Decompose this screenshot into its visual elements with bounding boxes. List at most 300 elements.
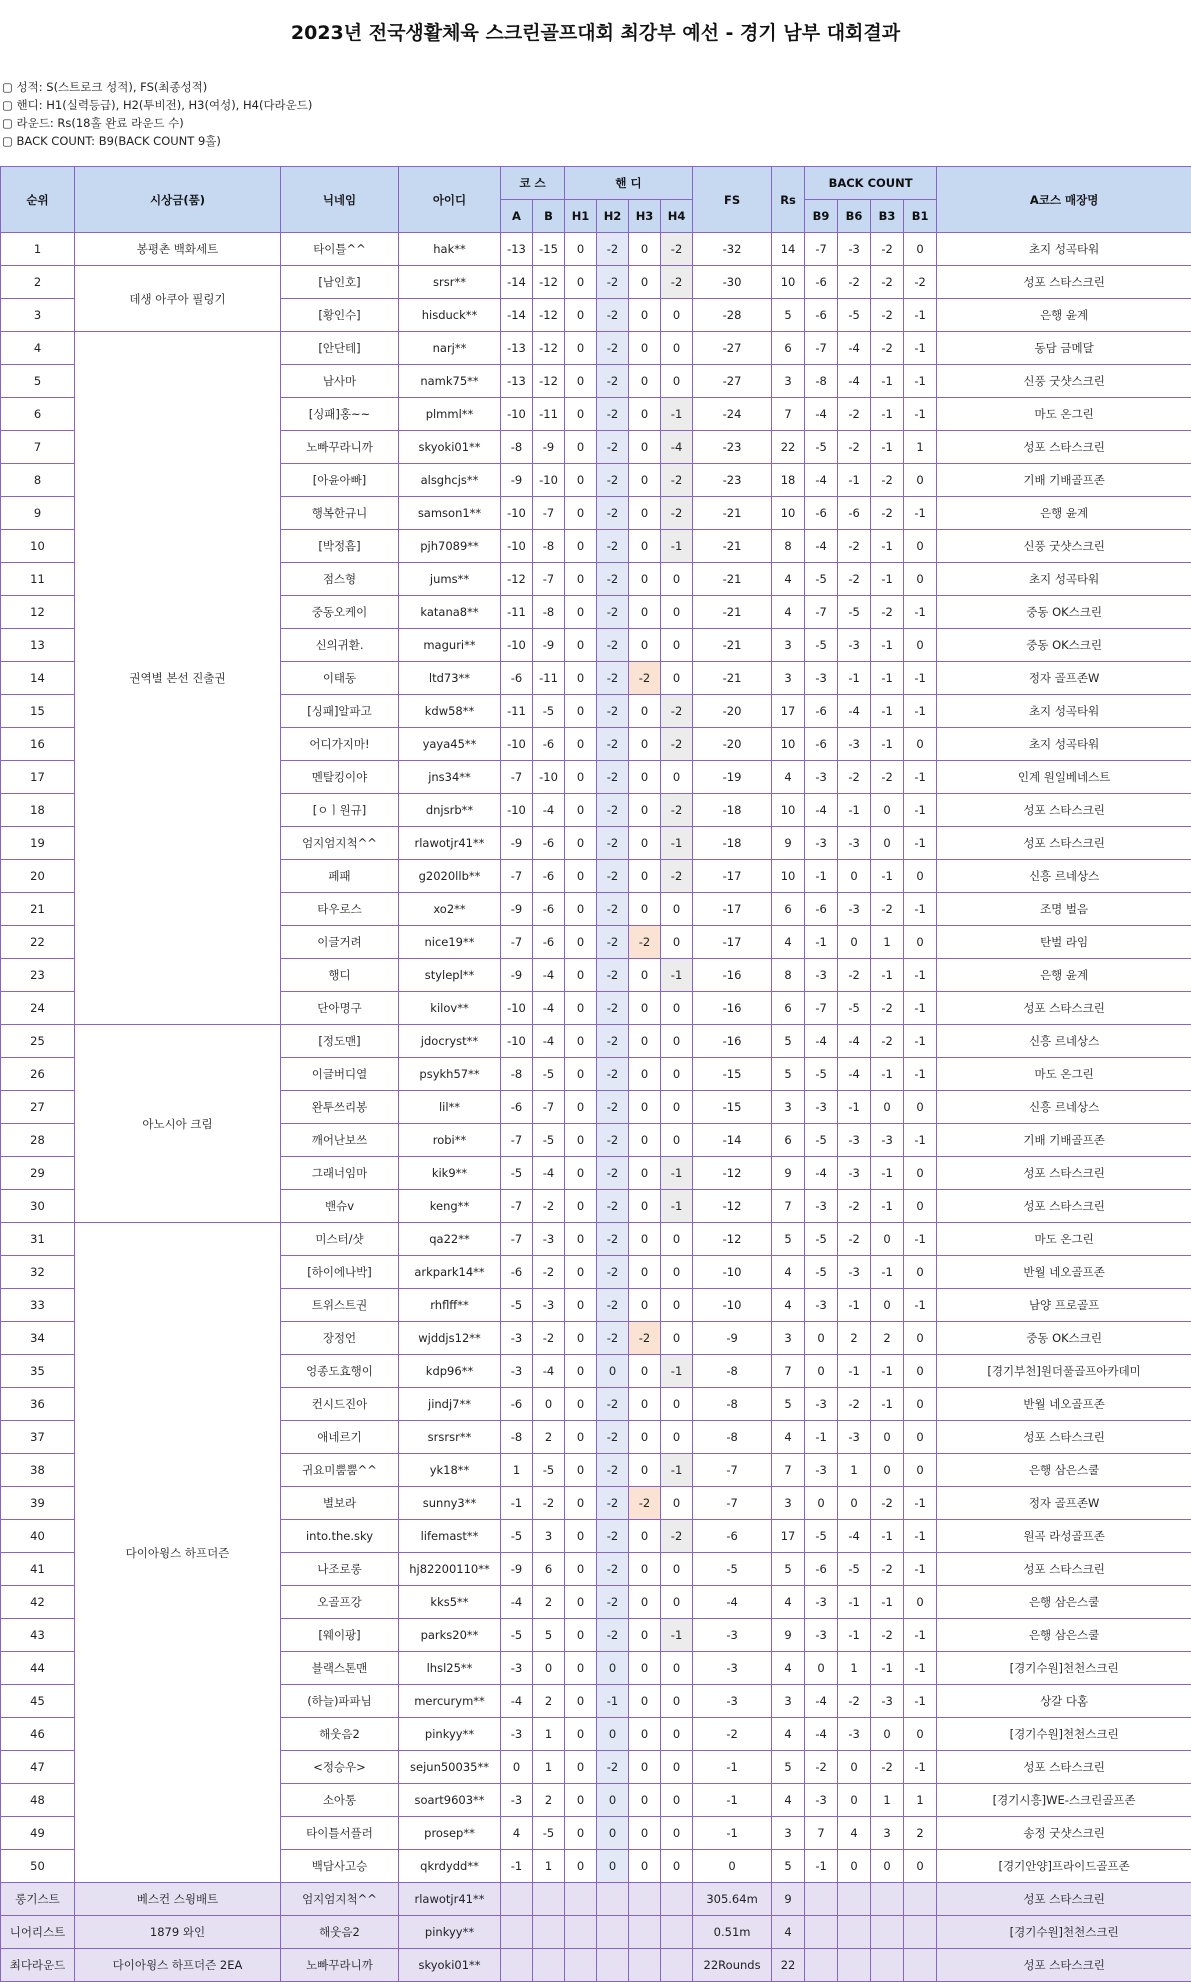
h2-cell: -2 bbox=[597, 1421, 629, 1454]
b6-cell: -3 bbox=[838, 629, 871, 662]
nickname-cell: 완투쓰리봉 bbox=[281, 1091, 399, 1124]
special-award-row bbox=[1, 1883, 1191, 1916]
h3-cell: 0 bbox=[629, 1751, 661, 1784]
course-a-cell: -11 bbox=[501, 695, 533, 728]
nickname-cell: [안단테] bbox=[281, 332, 399, 365]
id-cell: nice19** bbox=[399, 926, 501, 959]
h1-cell: 0 bbox=[565, 299, 597, 332]
store-cell: 신흥 르네상스 bbox=[937, 860, 1191, 893]
b6-cell: -2 bbox=[838, 1388, 871, 1421]
b3-cell: -2 bbox=[871, 1751, 904, 1784]
h3-cell: -2 bbox=[629, 1322, 661, 1355]
header-rs: Rs bbox=[772, 167, 805, 233]
b1-cell: 0 bbox=[904, 530, 937, 563]
h2-cell: 0 bbox=[597, 1817, 629, 1850]
empty-cell bbox=[565, 1949, 597, 1982]
h3-cell: 0 bbox=[629, 1256, 661, 1289]
id-cell: skyoki01** bbox=[399, 1949, 501, 1982]
b9-cell: -3 bbox=[805, 827, 838, 860]
prize-cell: 아노시아 크림 bbox=[75, 1025, 281, 1223]
empty-cell bbox=[597, 1916, 629, 1949]
nickname-cell: 신의귀환. bbox=[281, 629, 399, 662]
rank-cell: 7 bbox=[1, 431, 75, 464]
b6-cell: 0 bbox=[838, 860, 871, 893]
h1-cell: 0 bbox=[565, 1124, 597, 1157]
h2-cell: -2 bbox=[597, 431, 629, 464]
b3-cell: 0 bbox=[871, 827, 904, 860]
nickname-cell: 중동오케이 bbox=[281, 596, 399, 629]
h4-cell: -2 bbox=[661, 695, 693, 728]
fs-cell: 0 bbox=[693, 1850, 772, 1883]
prize-cell: 권역별 본선 진출권 bbox=[75, 332, 281, 1025]
id-cell: xo2** bbox=[399, 893, 501, 926]
fs-cell: -3 bbox=[693, 1652, 772, 1685]
rank-cell: 46 bbox=[1, 1718, 75, 1751]
b1-cell: -1 bbox=[904, 1487, 937, 1520]
rank-cell: 33 bbox=[1, 1289, 75, 1322]
b1-cell: 0 bbox=[904, 1355, 937, 1388]
b3-cell: -1 bbox=[871, 1520, 904, 1553]
b3-cell: -1 bbox=[871, 629, 904, 662]
store-cell: 조명 벌음 bbox=[937, 893, 1191, 926]
h1-cell: 0 bbox=[565, 1190, 597, 1223]
b6-cell: -3 bbox=[838, 728, 871, 761]
rs-cell: 5 bbox=[772, 1850, 805, 1883]
prize-cell: 봉평촌 백화세트 bbox=[75, 233, 281, 266]
h1-cell: 0 bbox=[565, 1553, 597, 1586]
h2-cell: 0 bbox=[597, 1784, 629, 1817]
h3-cell: 0 bbox=[629, 695, 661, 728]
b3-cell: -2 bbox=[871, 464, 904, 497]
h2-cell: 0 bbox=[597, 1718, 629, 1751]
course-a-cell: -9 bbox=[501, 464, 533, 497]
rs-cell: 6 bbox=[772, 893, 805, 926]
b9-cell: -4 bbox=[805, 530, 838, 563]
store-cell: 성포 스타스크린 bbox=[937, 1421, 1191, 1454]
rs-cell: 5 bbox=[772, 1223, 805, 1256]
h1-cell: 0 bbox=[565, 794, 597, 827]
nickname-cell: 노빠꾸라니까 bbox=[281, 431, 399, 464]
fs-cell: -6 bbox=[693, 1520, 772, 1553]
nickname-cell: <정승우> bbox=[281, 1751, 399, 1784]
rank-cell: 18 bbox=[1, 794, 75, 827]
rs-cell: 10 bbox=[772, 794, 805, 827]
course-b-cell: -12 bbox=[533, 332, 565, 365]
id-cell: yk18** bbox=[399, 1454, 501, 1487]
fs-cell: -19 bbox=[693, 761, 772, 794]
b1-cell: 0 bbox=[904, 1157, 937, 1190]
h4-cell: 0 bbox=[661, 1223, 693, 1256]
results-table bbox=[0, 166, 1191, 1982]
fs-cell: -9 bbox=[693, 1322, 772, 1355]
rank-cell: 1 bbox=[1, 233, 75, 266]
b9-cell: -3 bbox=[805, 761, 838, 794]
id-cell: stylepl** bbox=[399, 959, 501, 992]
course-a-cell: -10 bbox=[501, 629, 533, 662]
b6-cell: 0 bbox=[838, 1751, 871, 1784]
id-cell: pjh7089** bbox=[399, 530, 501, 563]
store-cell: 신흥 르네상스 bbox=[937, 1025, 1191, 1058]
b1-cell: -1 bbox=[904, 1685, 937, 1718]
b9-cell: -3 bbox=[805, 1091, 838, 1124]
rs-cell: 4 bbox=[772, 563, 805, 596]
h1-cell: 0 bbox=[565, 1223, 597, 1256]
course-b-cell: 6 bbox=[533, 1553, 565, 1586]
h4-cell: -1 bbox=[661, 398, 693, 431]
fs-cell: -7 bbox=[693, 1487, 772, 1520]
b1-cell: -1 bbox=[904, 1652, 937, 1685]
id-cell: soart9603** bbox=[399, 1784, 501, 1817]
store-cell: 원곡 라성골프존 bbox=[937, 1520, 1191, 1553]
h1-cell: 0 bbox=[565, 1322, 597, 1355]
h2-cell: -2 bbox=[597, 728, 629, 761]
h2-cell: -2 bbox=[597, 563, 629, 596]
rank-cell: 11 bbox=[1, 563, 75, 596]
b6-cell: -3 bbox=[838, 233, 871, 266]
b9-cell: -4 bbox=[805, 1685, 838, 1718]
empty-cell bbox=[533, 1916, 565, 1949]
h3-cell: -2 bbox=[629, 662, 661, 695]
nickname-cell: [ㅇㅣ원규] bbox=[281, 794, 399, 827]
b6-cell: -2 bbox=[838, 431, 871, 464]
b3-cell: 2 bbox=[871, 1322, 904, 1355]
nickname-cell: 타이틀서플러 bbox=[281, 1817, 399, 1850]
id-cell: yaya45** bbox=[399, 728, 501, 761]
b6-cell: 0 bbox=[838, 926, 871, 959]
prize-cell: 베스컨 스윙배트 bbox=[75, 1883, 281, 1916]
b6-cell: 1 bbox=[838, 1652, 871, 1685]
b3-cell: -1 bbox=[871, 398, 904, 431]
h2-cell: -2 bbox=[597, 761, 629, 794]
nickname-cell: 컨시드진아 bbox=[281, 1388, 399, 1421]
course-b-cell: -2 bbox=[533, 1322, 565, 1355]
h3-cell: 0 bbox=[629, 1190, 661, 1223]
b6-cell: -2 bbox=[838, 1223, 871, 1256]
id-cell: hak** bbox=[399, 233, 501, 266]
h1-cell: 0 bbox=[565, 893, 597, 926]
b6-cell: -4 bbox=[838, 695, 871, 728]
id-cell: srsrsr** bbox=[399, 1421, 501, 1454]
h1-cell: 0 bbox=[565, 1421, 597, 1454]
rs-cell: 22 bbox=[772, 431, 805, 464]
b1-cell: -1 bbox=[904, 1025, 937, 1058]
h4-cell: -2 bbox=[661, 233, 693, 266]
b6-cell: -5 bbox=[838, 596, 871, 629]
course-b-cell: -6 bbox=[533, 827, 565, 860]
h2-cell: -2 bbox=[597, 893, 629, 926]
h4-cell: 0 bbox=[661, 1256, 693, 1289]
fs-cell: -10 bbox=[693, 1289, 772, 1322]
rank-cell: 22 bbox=[1, 926, 75, 959]
id-cell: samson1** bbox=[399, 497, 501, 530]
h4-cell: 0 bbox=[661, 1124, 693, 1157]
id-cell: skyoki01** bbox=[399, 431, 501, 464]
rs-cell: 10 bbox=[772, 728, 805, 761]
h3-cell: 0 bbox=[629, 497, 661, 530]
header-b3: B3 bbox=[871, 200, 904, 233]
b3-cell: 1 bbox=[871, 926, 904, 959]
course-a-cell: -10 bbox=[501, 992, 533, 1025]
id-cell: kilov** bbox=[399, 992, 501, 1025]
table-row bbox=[1, 233, 1191, 266]
b6-cell: -2 bbox=[838, 563, 871, 596]
store-cell: 중동 OK스크린 bbox=[937, 629, 1191, 662]
b3-cell: -1 bbox=[871, 1388, 904, 1421]
rs-cell: 3 bbox=[772, 1685, 805, 1718]
rs-cell: 5 bbox=[772, 1751, 805, 1784]
empty-cell bbox=[501, 1883, 533, 1916]
h1-cell: 0 bbox=[565, 1850, 597, 1883]
h1-cell: 0 bbox=[565, 1157, 597, 1190]
course-a-cell: -3 bbox=[501, 1784, 533, 1817]
b6-cell: -1 bbox=[838, 1586, 871, 1619]
fs-cell: -15 bbox=[693, 1091, 772, 1124]
nickname-cell: [싱패]홍~~ bbox=[281, 398, 399, 431]
table-row bbox=[1, 332, 1191, 365]
b3-cell: -2 bbox=[871, 1025, 904, 1058]
b6-cell: 4 bbox=[838, 1817, 871, 1850]
h4-cell: -2 bbox=[661, 464, 693, 497]
b9-cell: -6 bbox=[805, 299, 838, 332]
b3-cell: 0 bbox=[871, 1223, 904, 1256]
nickname-cell: [웨이팡] bbox=[281, 1619, 399, 1652]
header-a: A bbox=[501, 200, 533, 233]
rs-cell: 17 bbox=[772, 1520, 805, 1553]
b3-cell: -1 bbox=[871, 530, 904, 563]
rs-cell: 9 bbox=[772, 827, 805, 860]
h2-cell: -2 bbox=[597, 464, 629, 497]
b9-cell: -3 bbox=[805, 1388, 838, 1421]
b9-cell: -3 bbox=[805, 662, 838, 695]
h4-cell: -1 bbox=[661, 959, 693, 992]
course-b-cell: -4 bbox=[533, 959, 565, 992]
b3-cell: -2 bbox=[871, 761, 904, 794]
id-cell: lifemast** bbox=[399, 1520, 501, 1553]
b6-cell: -4 bbox=[838, 1058, 871, 1091]
b9-cell: -1 bbox=[805, 926, 838, 959]
id-cell: mercurym** bbox=[399, 1685, 501, 1718]
h3-cell: 0 bbox=[629, 959, 661, 992]
fs-cell: -21 bbox=[693, 497, 772, 530]
course-b-cell: -4 bbox=[533, 1025, 565, 1058]
nickname-cell: 행디 bbox=[281, 959, 399, 992]
rank-cell: 23 bbox=[1, 959, 75, 992]
header-prize: 시상금(품) bbox=[75, 167, 281, 233]
course-b-cell: -11 bbox=[533, 662, 565, 695]
b3-cell: -1 bbox=[871, 860, 904, 893]
id-cell: lil** bbox=[399, 1091, 501, 1124]
b3-cell: -3 bbox=[871, 1124, 904, 1157]
h1-cell: 0 bbox=[565, 1025, 597, 1058]
b1-cell: -1 bbox=[904, 365, 937, 398]
h1-cell: 0 bbox=[565, 662, 597, 695]
rank-cell: 20 bbox=[1, 860, 75, 893]
fs-cell: -12 bbox=[693, 1157, 772, 1190]
course-b-cell: -3 bbox=[533, 1289, 565, 1322]
course-b-cell: -6 bbox=[533, 728, 565, 761]
course-a-cell: -13 bbox=[501, 332, 533, 365]
nickname-cell: 해웃음2 bbox=[281, 1916, 399, 1949]
h1-cell: 0 bbox=[565, 332, 597, 365]
b1-cell: -1 bbox=[904, 794, 937, 827]
store-cell: 남양 프로골프 bbox=[937, 1289, 1191, 1322]
id-cell: kdw58** bbox=[399, 695, 501, 728]
rs-cell: 3 bbox=[772, 1091, 805, 1124]
fs-cell: -18 bbox=[693, 827, 772, 860]
course-b-cell: 3 bbox=[533, 1520, 565, 1553]
b3-cell: -1 bbox=[871, 1256, 904, 1289]
h4-cell: 0 bbox=[661, 365, 693, 398]
course-a-cell: -9 bbox=[501, 1553, 533, 1586]
header-h4: H4 bbox=[661, 200, 693, 233]
fs-cell: -23 bbox=[693, 431, 772, 464]
b9-cell: -3 bbox=[805, 1454, 838, 1487]
b6-cell: -4 bbox=[838, 332, 871, 365]
store-cell: 신흥 르네상스 bbox=[937, 1091, 1191, 1124]
store-cell: 반월 네오골프존 bbox=[937, 1388, 1191, 1421]
store-cell: 성포 스타스크린 bbox=[937, 431, 1191, 464]
h3-cell: 0 bbox=[629, 1421, 661, 1454]
b9-cell: -6 bbox=[805, 266, 838, 299]
course-a-cell: -8 bbox=[501, 431, 533, 464]
course-a-cell: -10 bbox=[501, 1025, 533, 1058]
empty-cell bbox=[597, 1883, 629, 1916]
rs-cell: 3 bbox=[772, 1817, 805, 1850]
h2-cell: -2 bbox=[597, 299, 629, 332]
course-b-cell: -7 bbox=[533, 563, 565, 596]
b3-cell: -2 bbox=[871, 1553, 904, 1586]
course-a-cell: -7 bbox=[501, 1190, 533, 1223]
course-b-cell: -5 bbox=[533, 1124, 565, 1157]
h4-cell: 0 bbox=[661, 1091, 693, 1124]
id-cell: wjddjs12** bbox=[399, 1322, 501, 1355]
course-a-cell: -9 bbox=[501, 827, 533, 860]
h4-cell: 0 bbox=[661, 1025, 693, 1058]
b3-cell: 0 bbox=[871, 794, 904, 827]
rs-cell: 10 bbox=[772, 497, 805, 530]
course-b-cell: -12 bbox=[533, 266, 565, 299]
rank-cell: 27 bbox=[1, 1091, 75, 1124]
h4-cell: -4 bbox=[661, 431, 693, 464]
h4-cell: 0 bbox=[661, 1817, 693, 1850]
h1-cell: 0 bbox=[565, 398, 597, 431]
h2-cell: -2 bbox=[597, 794, 629, 827]
rank-cell: 39 bbox=[1, 1487, 75, 1520]
fs-cell: -1 bbox=[693, 1751, 772, 1784]
b1-cell: -1 bbox=[904, 332, 937, 365]
course-b-cell: 5 bbox=[533, 1619, 565, 1652]
b1-cell: 0 bbox=[904, 860, 937, 893]
b1-cell: -1 bbox=[904, 1058, 937, 1091]
rs-cell: 7 bbox=[772, 1190, 805, 1223]
h1-cell: 0 bbox=[565, 530, 597, 563]
course-a-cell: -1 bbox=[501, 1487, 533, 1520]
store-cell: [경기수원]천천스크린 bbox=[937, 1916, 1191, 1949]
store-cell: 기배 기배골프존 bbox=[937, 1124, 1191, 1157]
course-b-cell: -5 bbox=[533, 1058, 565, 1091]
store-cell: 성포 스타스크린 bbox=[937, 992, 1191, 1025]
fs-cell: -3 bbox=[693, 1619, 772, 1652]
h3-cell: 0 bbox=[629, 1817, 661, 1850]
id-cell: rlawotjr41** bbox=[399, 1883, 501, 1916]
nickname-cell: 엄지엄지척^^ bbox=[281, 1883, 399, 1916]
b1-cell: -1 bbox=[904, 497, 937, 530]
h4-cell: 0 bbox=[661, 1421, 693, 1454]
b6-cell: -2 bbox=[838, 530, 871, 563]
course-a-cell: 0 bbox=[501, 1751, 533, 1784]
b6-cell: -3 bbox=[838, 893, 871, 926]
b6-cell: -2 bbox=[838, 1190, 871, 1223]
rs-cell: 7 bbox=[772, 398, 805, 431]
rank-cell: 9 bbox=[1, 497, 75, 530]
fs-cell: -14 bbox=[693, 1124, 772, 1157]
course-a-cell: -14 bbox=[501, 299, 533, 332]
rank-cell: 19 bbox=[1, 827, 75, 860]
rs-cell: 3 bbox=[772, 1487, 805, 1520]
b3-cell: 0 bbox=[871, 1091, 904, 1124]
h2-cell: 0 bbox=[597, 1355, 629, 1388]
b9-cell: 7 bbox=[805, 1817, 838, 1850]
empty-cell bbox=[904, 1883, 937, 1916]
course-b-cell: -4 bbox=[533, 794, 565, 827]
fs-cell: -21 bbox=[693, 662, 772, 695]
h3-cell: 0 bbox=[629, 233, 661, 266]
h1-cell: 0 bbox=[565, 563, 597, 596]
course-a-cell: -3 bbox=[501, 1652, 533, 1685]
rs-cell: 4 bbox=[772, 1784, 805, 1817]
rank-cell: 40 bbox=[1, 1520, 75, 1553]
h2-cell: -2 bbox=[597, 596, 629, 629]
special-award-row bbox=[1, 1916, 1191, 1949]
b3-cell: 0 bbox=[871, 1289, 904, 1322]
rank-cell: 29 bbox=[1, 1157, 75, 1190]
h3-cell: 0 bbox=[629, 299, 661, 332]
h4-cell: 0 bbox=[661, 1751, 693, 1784]
h4-cell: -2 bbox=[661, 728, 693, 761]
h4-cell: 0 bbox=[661, 1685, 693, 1718]
store-cell: 탄벌 라임 bbox=[937, 926, 1191, 959]
b1-cell: -1 bbox=[904, 761, 937, 794]
legend-line: ▢ 핸디: H1(실력등급), H2(투비전), H3(여성), H4(다라운드) bbox=[2, 98, 313, 112]
h2-cell: -2 bbox=[597, 1256, 629, 1289]
b1-cell: 0 bbox=[904, 1190, 937, 1223]
h2-cell: -2 bbox=[597, 398, 629, 431]
course-a-cell: -8 bbox=[501, 1058, 533, 1091]
store-cell: 은행 윤계 bbox=[937, 497, 1191, 530]
h3-cell: 0 bbox=[629, 365, 661, 398]
course-b-cell: -2 bbox=[533, 1256, 565, 1289]
h1-cell: 0 bbox=[565, 1718, 597, 1751]
h4-cell: -1 bbox=[661, 1355, 693, 1388]
course-a-cell: -3 bbox=[501, 1355, 533, 1388]
rank-cell: 2 bbox=[1, 266, 75, 299]
h3-cell: 0 bbox=[629, 893, 661, 926]
b1-cell: -1 bbox=[904, 596, 937, 629]
nickname-cell: 트위스트권 bbox=[281, 1289, 399, 1322]
b1-cell: 0 bbox=[904, 1091, 937, 1124]
rank-cell: 4 bbox=[1, 332, 75, 365]
store-cell: 성포 스타스크린 bbox=[937, 827, 1191, 860]
rs-cell: 14 bbox=[772, 233, 805, 266]
empty-cell bbox=[838, 1916, 871, 1949]
b6-cell: -1 bbox=[838, 1619, 871, 1652]
h3-cell: 0 bbox=[629, 1520, 661, 1553]
id-cell: robi** bbox=[399, 1124, 501, 1157]
id-cell: pinkyy** bbox=[399, 1718, 501, 1751]
b6-cell: -2 bbox=[838, 1685, 871, 1718]
h2-cell: -2 bbox=[597, 695, 629, 728]
store-cell: 성포 스타스크린 bbox=[937, 1751, 1191, 1784]
